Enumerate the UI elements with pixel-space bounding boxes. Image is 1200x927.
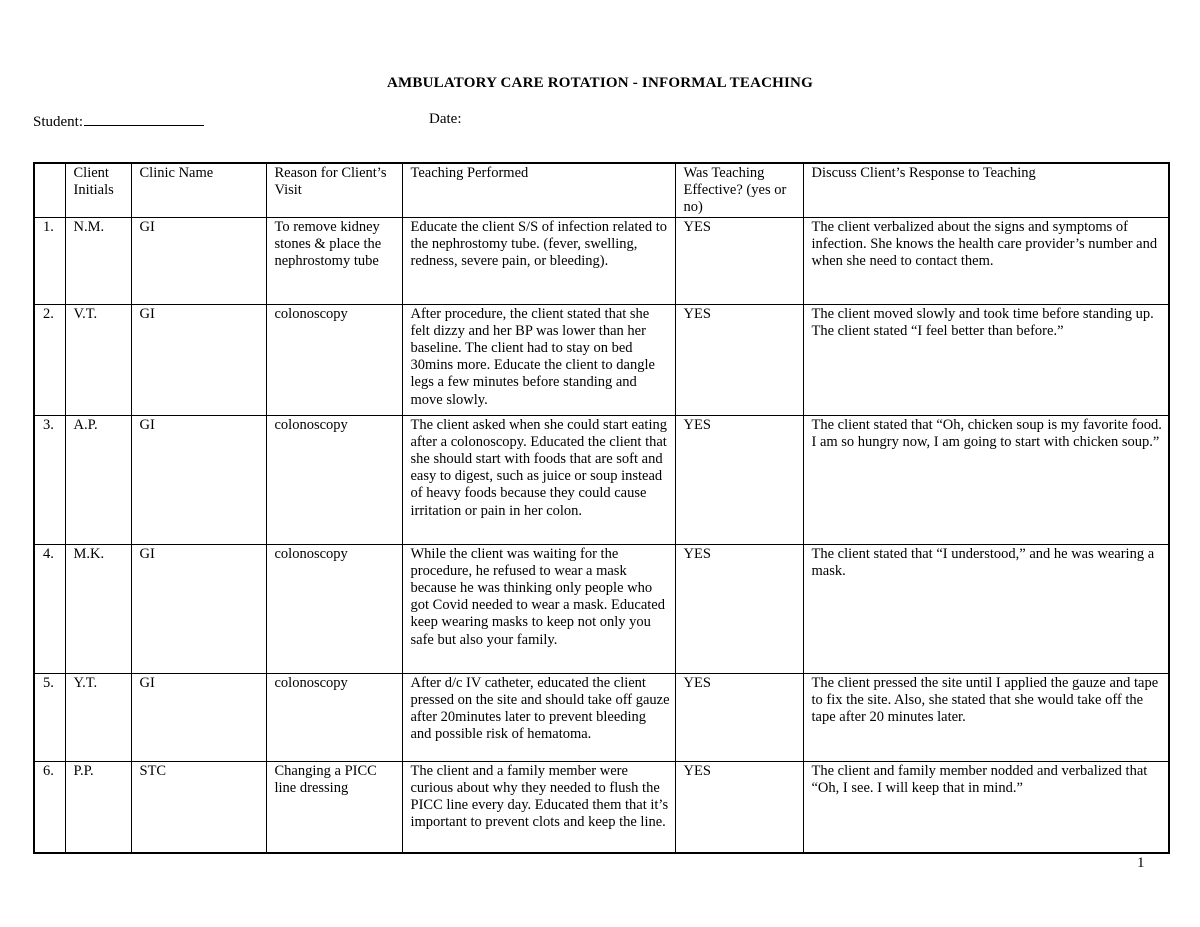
table-row: [34, 673, 1169, 761]
teaching-performed: The client and a family member were curious about why they needed to flush the PICC line every day. Educated them that it’s important to prevent clots and keep the line.: [402, 761, 675, 853]
teaching-effective: YES: [675, 544, 803, 673]
clinic-name: GI: [131, 217, 266, 304]
clinic-name: GI: [131, 415, 266, 544]
client-initials: A.P.: [65, 415, 131, 544]
header-num: [34, 163, 65, 217]
client-response: The client and family member nodded and verbalized that “Oh, I see. I will keep that in mind.”: [803, 761, 1169, 853]
header-clinic-name: Clinic Name: [131, 163, 266, 217]
document-title: AMBULATORY CARE ROTATION - INFORMAL TEACHING: [387, 75, 813, 91]
header-reason: Reason for Client’s Visit: [266, 163, 402, 217]
header-response: Discuss Client’s Response to Teaching: [803, 163, 1169, 217]
visit-reason: To remove kidney stones & place the nephrostomy tube: [266, 217, 402, 304]
client-response: [803, 304, 1169, 415]
teaching-performed: Educate the client S/S of infection related to the nephrostomy tube. (fever, swelling, redness, severe pain, or bleeding).: [402, 217, 675, 304]
date-label: Date:: [429, 111, 462, 127]
teaching-effective: YES: [675, 415, 803, 544]
student-blank-line: [84, 111, 204, 126]
table-row: [34, 544, 1169, 673]
teaching-effective: YES: [675, 761, 803, 853]
row-number: 6.: [34, 761, 65, 853]
teaching-effective: YES: [675, 217, 803, 304]
client-response: The client verbalized about the signs and symptoms of infection. She knows the health care provider’s number and when she need to contact them.: [803, 217, 1169, 304]
teaching-performed: While the client was waiting for the procedure, he refused to wear a mask because he was thinking only people who got Covid needed to wear a mask. Educated keep wearing masks to keep not only you safe but also your family.: [402, 544, 675, 673]
visit-reason: colonoscopy: [266, 673, 402, 761]
table-row: [34, 217, 1169, 304]
teaching-effective: YES: [675, 673, 803, 761]
client-initials: Y.T.: [65, 673, 131, 761]
visit-reason: colonoscopy: [266, 304, 402, 415]
row-number: 1.: [34, 217, 65, 304]
client-initials: P.P.: [65, 761, 131, 853]
client-initials: V.T.: [65, 304, 131, 415]
teaching-performed: The client asked when she could start eating after a colonoscopy. Educated the client that she should start with foods that are soft and easy to digest, such as juice or soup instead of heavy foods because they could cause irritation or pain in her colon.: [402, 415, 675, 544]
row-number: 5.: [34, 673, 65, 761]
client-response: The client pressed the site until I applied the gauze and tape to fix the site. Also, she stated that she would take off the tape after 20 minutes later.: [803, 673, 1169, 761]
row-number: 4.: [34, 544, 65, 673]
page-number: 1: [1137, 855, 1145, 871]
table-row: [34, 761, 1169, 853]
clinic-name: GI: [131, 304, 266, 415]
student-label: Student:: [33, 114, 84, 130]
client-initials: N.M.: [65, 217, 131, 304]
teaching-effective: YES: [675, 304, 803, 415]
visit-reason: colonoscopy: [266, 415, 402, 544]
client-response-line: The client moved slowly and took time before standing up.: [811, 305, 1154, 322]
header-client-initials: Client Initials: [65, 163, 131, 217]
client-response: The client stated that “Oh, chicken soup is my favorite food. I am so hungry now, I am going to start with chicken soup.”: [803, 415, 1169, 544]
visit-reason: colonoscopy: [266, 544, 402, 673]
clinic-name: STC: [131, 761, 266, 853]
table-row: [34, 415, 1169, 544]
table-row: [34, 304, 1169, 415]
row-number: 2.: [34, 304, 65, 415]
client-response: The client stated that “I understood,” and he was wearing a mask.: [803, 544, 1169, 673]
client-response-line: The client stated “I feel better than before.”: [811, 322, 1064, 339]
header-teaching: Teaching Performed: [402, 163, 675, 217]
table-header-row: [34, 163, 1169, 217]
clinic-name: GI: [131, 544, 266, 673]
visit-reason: Changing a PICC line dressing: [266, 761, 402, 853]
header-effective: Was Teaching Effective? (yes or no): [675, 163, 803, 217]
teaching-log-table: [33, 162, 1170, 854]
student-field: [33, 111, 204, 131]
client-initials: M.K.: [65, 544, 131, 673]
clinic-name: GI: [131, 673, 266, 761]
teaching-performed: After d/c IV catheter, educated the client pressed on the site and should take off gauze after 20minutes later to prevent bleeding and possible risk of hematoma.: [402, 673, 675, 761]
teaching-performed: After procedure, the client stated that she felt dizzy and her BP was lower than her baseline. The client had to stay on bed 30mins more. Educate the client to dangle legs a few minutes before standing and move slowly.: [402, 304, 675, 415]
row-number: 3.: [34, 415, 65, 544]
